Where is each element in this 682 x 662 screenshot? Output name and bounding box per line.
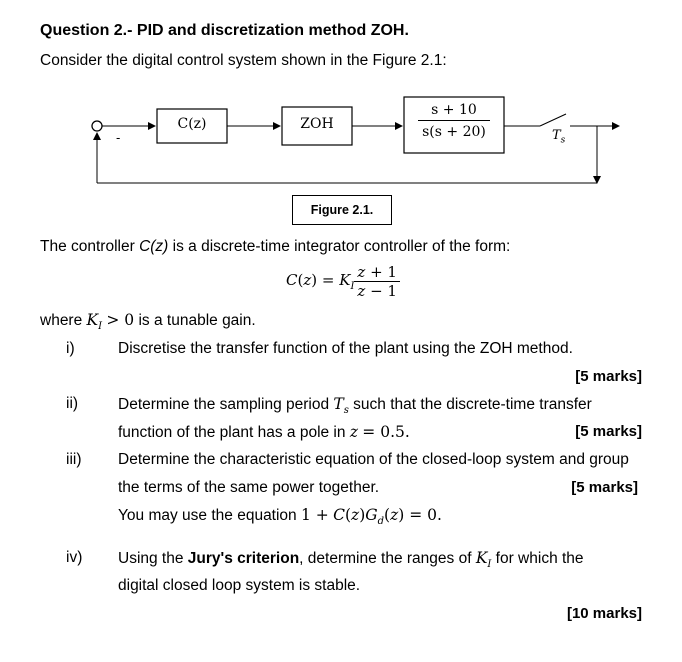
item-iii-line-2: the terms of the same power together. <box>118 479 380 496</box>
item-ii-line-2: function of the plant has a pole in z = 0.5. <box>118 423 410 441</box>
controller-equation: $C(z) = K_I$ $\frac{z + 1}{z - 1}$ <box>286 263 400 300</box>
question-title: Question 2.- PID and discretization method ZOH. <box>40 22 409 39</box>
item-ii-marks: [5 marks] <box>575 423 642 440</box>
controller-label: C(z) <box>177 116 207 132</box>
item-iii-marks: [5 marks] <box>571 479 638 496</box>
plant-numerator: s + 10 <box>418 100 490 121</box>
item-iii-line-3: You may use the equation $1 + C(z)G_d(z) = 0$. <box>118 506 442 528</box>
summing-junction <box>92 121 102 131</box>
minus-sign: - <box>116 130 121 145</box>
sampler-label: $T_s$ <box>552 128 566 146</box>
intro-text: Consider the digital control system shown in the Figure 2.1: <box>40 52 447 69</box>
zoh-label: ZOH <box>300 116 334 132</box>
item-iv-marks: [10 marks] <box>566 605 642 622</box>
item-i-text: Discretise the transfer function of the plant using the ZOH method. <box>118 340 573 357</box>
item-ii-numeral: ii) <box>66 395 79 412</box>
item-iii-numeral: iii) <box>66 451 82 468</box>
controller-description: The controller C(z) is a discrete-time integrator controller of the form: <box>40 238 511 255</box>
sampler-switch <box>540 114 566 126</box>
plant-transfer-function <box>404 100 504 143</box>
item-iv-numeral: iv) <box>66 549 83 566</box>
item-i-marks: [5 marks] <box>575 368 642 385</box>
figure-caption: Figure 2.1. <box>292 195 392 225</box>
item-iii-line-1: Determine the characteristic equation of the closed-loop system and group <box>118 451 629 468</box>
item-iv-line-1: Using the Jury's criterion, determine the ranges of $K_I$ for which the <box>118 549 584 571</box>
item-i-numeral: i) <box>66 340 75 357</box>
item-ii-line-1: Determine the sampling period $T_s$ such that the discrete-time transfer <box>118 395 592 417</box>
gain-note: where $K_I > 0$ is a tunable gain. <box>40 311 256 333</box>
plant-denominator: s(s + 20) <box>422 124 486 140</box>
item-iv-line-2: digital closed loop system is stable. <box>118 577 361 594</box>
